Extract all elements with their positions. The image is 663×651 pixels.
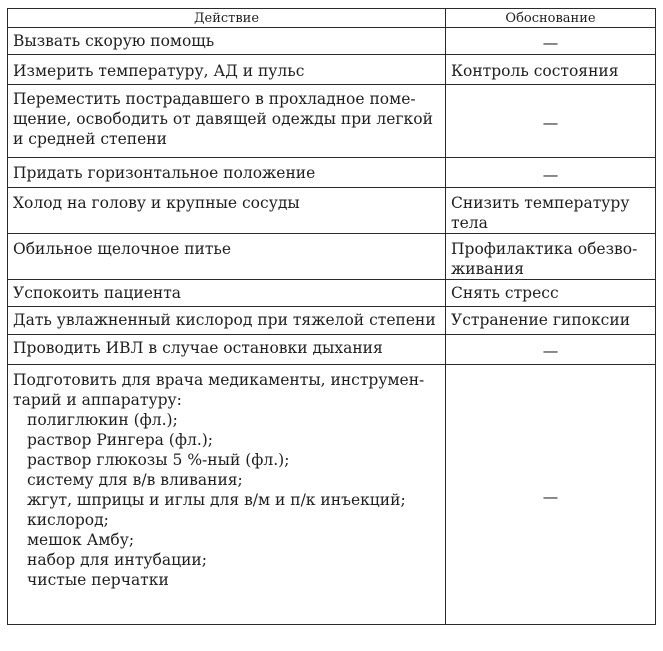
action-cell: Проводить ИВЛ в случае остановки дыхания: [8, 335, 446, 365]
action-cell: Обильное щелочное питье: [8, 234, 446, 280]
action-intro-line: Подготовить для врача медикаменты, инструмен-: [13, 371, 425, 389]
list-item: мешок Амбу;: [27, 531, 135, 549]
reason-cell: [446, 234, 656, 280]
table-row: [8, 280, 656, 307]
list-item: полиглюкин (фл.);: [27, 411, 178, 429]
reason-cell: Снять стресс: [446, 280, 656, 307]
table-row: [8, 55, 656, 85]
table-header-row: [8, 9, 656, 28]
header-action: Действие: [8, 9, 446, 28]
table-row: [8, 307, 656, 335]
reason-line: Профилактика обезво-: [451, 240, 638, 258]
reason-cell: Устранение гипоксии: [446, 307, 656, 335]
action-cell: [8, 85, 446, 158]
list-item: набор для интубации;: [27, 551, 207, 569]
table-row: [8, 365, 656, 625]
action-line: и средней степени: [13, 130, 167, 148]
list-item: кислород;: [27, 511, 109, 529]
list-item: систему для в/в вливания;: [27, 471, 243, 489]
action-cell: [8, 365, 446, 625]
action-line: щение, освободить от давящей одежды при легкой: [13, 110, 433, 128]
action-cell: Придать горизонтальное положение: [8, 158, 446, 188]
action-cell: Измерить температуру, АД и пульс: [8, 55, 446, 85]
list-item: раствор Рингера (фл.);: [27, 431, 214, 449]
reason-cell: —: [446, 365, 656, 625]
action-cell: Успокоить пациента: [8, 280, 446, 307]
header-reason: Обоснование: [446, 9, 656, 28]
reason-cell: —: [446, 335, 656, 365]
reason-line: живания: [451, 260, 524, 278]
first-aid-table: [7, 8, 656, 625]
action-line: Переместить пострадавшего в прохладное поме-: [13, 90, 416, 108]
list-item: раствор глюкозы 5 %-ный (фл.);: [27, 451, 290, 469]
reason-cell: Контроль состояния: [446, 55, 656, 85]
list-item: чистые перчатки: [27, 571, 169, 589]
table-row: [8, 158, 656, 188]
supplies-list: [13, 410, 440, 590]
reason-cell: [446, 188, 656, 234]
table-row: [8, 28, 656, 55]
table-row: [8, 188, 656, 234]
action-cell: Дать увлажненный кислород при тяжелой степени: [8, 307, 446, 335]
action-intro-line: тарий и аппаратуру:: [13, 391, 182, 409]
action-cell: Вызвать скорую помощь: [8, 28, 446, 55]
table-row: [8, 335, 656, 365]
action-cell: Холод на голову и крупные сосуды: [8, 188, 446, 234]
reason-line: тела: [451, 214, 488, 232]
list-item: жгут, шприцы и иглы для в/м и п/к инъекций;: [27, 491, 406, 509]
table-row: [8, 234, 656, 280]
table-row: [8, 85, 656, 158]
reason-cell: —: [446, 28, 656, 55]
reason-cell: —: [446, 158, 656, 188]
reason-cell: —: [446, 85, 656, 158]
reason-line: Снизить температуру: [451, 194, 630, 212]
